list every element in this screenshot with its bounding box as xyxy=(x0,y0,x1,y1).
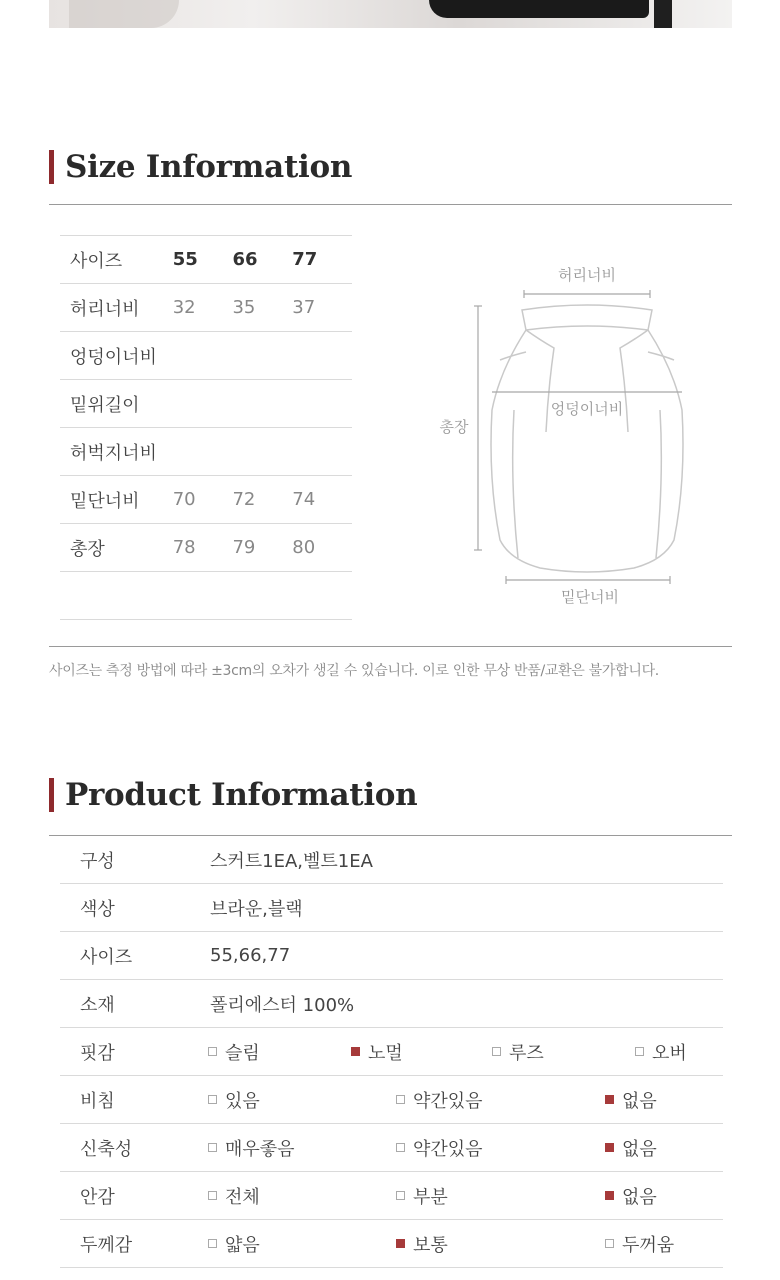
product-title-text: Product Information xyxy=(65,777,418,813)
product-row-size xyxy=(60,932,723,980)
size-table-empty-row xyxy=(60,571,352,620)
size-bottom-divider xyxy=(49,646,732,647)
product-row-thickness xyxy=(60,1220,723,1268)
size-row-hem xyxy=(60,475,352,523)
product-row-value: 55,66,77 xyxy=(210,945,291,966)
size-title-divider xyxy=(49,204,732,205)
option-item xyxy=(208,1076,260,1123)
size-notice-text: 사이즈는 측정 방법에 따라 ±3cm의 오차가 생길 수 있습니다. 이로 인한 무상 반품/교환은 불가합니다. xyxy=(49,663,659,679)
product-row-key: 신축성 xyxy=(80,1138,133,1160)
size-cell: 32 xyxy=(172,297,196,318)
product-row-sheerness xyxy=(60,1076,723,1124)
product-row-key: 소재 xyxy=(80,994,115,1016)
size-cell: 78 xyxy=(172,537,196,558)
option-label: 오버 xyxy=(652,1042,687,1064)
option-item xyxy=(605,1172,657,1219)
product-row-key: 안감 xyxy=(80,1186,115,1208)
option-label: 약간있음 xyxy=(413,1090,483,1112)
diagram-hip-label: 엉덩이너비 xyxy=(550,400,624,418)
skirt-pocket-right xyxy=(620,330,648,432)
photo-fabric-fold xyxy=(69,0,179,28)
skirt-body xyxy=(491,330,683,572)
checkbox-unchecked xyxy=(396,1095,405,1104)
size-cell: 72 xyxy=(232,489,256,510)
option-label: 슬림 xyxy=(225,1042,260,1064)
size-header-label: 사이즈 xyxy=(70,250,123,272)
checkbox-unchecked xyxy=(396,1191,405,1200)
photo-dark-belt xyxy=(429,0,649,18)
diagram-length-label: 총장 xyxy=(439,418,469,436)
size-cell: 74 xyxy=(292,489,316,510)
product-photo-crop xyxy=(49,0,732,28)
product-row-material xyxy=(60,980,723,1028)
checkbox-unchecked xyxy=(396,1143,405,1152)
title-accent-bar xyxy=(49,150,54,184)
size-table xyxy=(60,235,352,620)
checkbox-checked xyxy=(351,1047,360,1056)
option-label: 없음 xyxy=(622,1186,657,1208)
option-item xyxy=(208,1220,260,1267)
size-cell: 70 xyxy=(172,489,196,510)
product-info-table xyxy=(60,836,723,1268)
size-header-55: 55 xyxy=(172,249,198,270)
skirt-waistband xyxy=(522,305,652,330)
size-table-header xyxy=(60,235,352,283)
size-row-label: 엉덩이너비 xyxy=(70,346,157,368)
size-cell: 79 xyxy=(232,537,256,558)
option-label: 약간있음 xyxy=(413,1138,483,1160)
option-item xyxy=(396,1124,483,1171)
size-row-hip xyxy=(60,331,352,379)
product-row-composition xyxy=(60,836,723,884)
option-over xyxy=(635,1028,687,1075)
skirt-panel-right xyxy=(648,352,674,558)
size-cell: 35 xyxy=(232,297,256,318)
checkbox-checked xyxy=(605,1095,614,1104)
option-item xyxy=(208,1124,295,1171)
skirt-size-diagram xyxy=(430,260,730,620)
option-normal xyxy=(351,1028,403,1075)
option-slim xyxy=(208,1028,260,1075)
checkbox-unchecked xyxy=(208,1239,217,1248)
diagram-hem-label: 밑단너비 xyxy=(561,588,619,606)
size-row-label: 밑단너비 xyxy=(70,490,140,512)
size-section-title xyxy=(49,149,352,185)
size-row-waist xyxy=(60,283,352,331)
size-cell: 37 xyxy=(292,297,316,318)
product-row-value: 스커트1EA,벨트1EA xyxy=(210,850,373,872)
title-accent-bar xyxy=(49,778,54,812)
option-label: 보통 xyxy=(413,1234,448,1256)
checkbox-unchecked xyxy=(208,1047,217,1056)
product-row-fit xyxy=(60,1028,723,1076)
option-item xyxy=(396,1172,448,1219)
checkbox-unchecked xyxy=(208,1143,217,1152)
product-row-key: 색상 xyxy=(80,898,115,920)
option-label: 얇음 xyxy=(225,1234,260,1256)
checkbox-unchecked xyxy=(605,1239,614,1248)
size-header-77: 77 xyxy=(292,249,318,270)
option-item xyxy=(605,1076,657,1123)
checkbox-unchecked xyxy=(492,1047,501,1056)
product-row-key: 두께감 xyxy=(80,1234,133,1256)
checkbox-checked xyxy=(605,1191,614,1200)
product-section-title xyxy=(49,777,417,813)
checkbox-unchecked xyxy=(208,1191,217,1200)
product-row-value: 폴리에스터 100% xyxy=(210,994,355,1016)
diagram-waist-label: 허리너비 xyxy=(558,266,616,284)
size-row-label: 허벅지너비 xyxy=(70,442,157,464)
product-row-key: 사이즈 xyxy=(80,946,133,968)
size-row-length xyxy=(60,523,352,571)
option-item xyxy=(396,1076,483,1123)
option-label: 없음 xyxy=(622,1090,657,1112)
size-row-label: 총장 xyxy=(70,538,105,560)
size-row-label: 밑위길이 xyxy=(70,394,140,416)
size-cell: 80 xyxy=(292,537,316,558)
option-item xyxy=(208,1172,260,1219)
size-header-66: 66 xyxy=(232,249,258,270)
option-label: 있음 xyxy=(225,1090,260,1112)
size-row-label: 허리너비 xyxy=(70,298,140,320)
size-row-thigh xyxy=(60,427,352,475)
option-item xyxy=(605,1124,657,1171)
product-row-stretch xyxy=(60,1124,723,1172)
option-label: 매우좋음 xyxy=(225,1138,295,1160)
photo-dark-leg xyxy=(654,0,672,28)
option-label: 없음 xyxy=(622,1138,657,1160)
product-row-key: 비침 xyxy=(80,1090,115,1112)
option-item xyxy=(396,1220,448,1267)
checkbox-unchecked xyxy=(635,1047,644,1056)
option-loose xyxy=(492,1028,544,1075)
product-row-color xyxy=(60,884,723,932)
option-label: 루즈 xyxy=(509,1042,544,1064)
size-row-rise xyxy=(60,379,352,427)
product-row-key: 구성 xyxy=(80,850,115,872)
option-label: 부분 xyxy=(413,1186,448,1208)
option-label: 전체 xyxy=(225,1186,260,1208)
checkbox-checked xyxy=(605,1143,614,1152)
product-row-key: 핏감 xyxy=(80,1042,115,1064)
checkbox-unchecked xyxy=(208,1095,217,1104)
option-item xyxy=(605,1220,674,1267)
skirt-panel-left xyxy=(500,352,526,558)
option-label: 두꺼움 xyxy=(622,1234,675,1256)
checkbox-checked xyxy=(396,1239,405,1248)
product-row-lining xyxy=(60,1172,723,1220)
size-title-text: Size Information xyxy=(65,149,353,185)
product-row-value: 브라운,블랙 xyxy=(210,898,303,920)
option-label: 노멀 xyxy=(368,1042,403,1064)
